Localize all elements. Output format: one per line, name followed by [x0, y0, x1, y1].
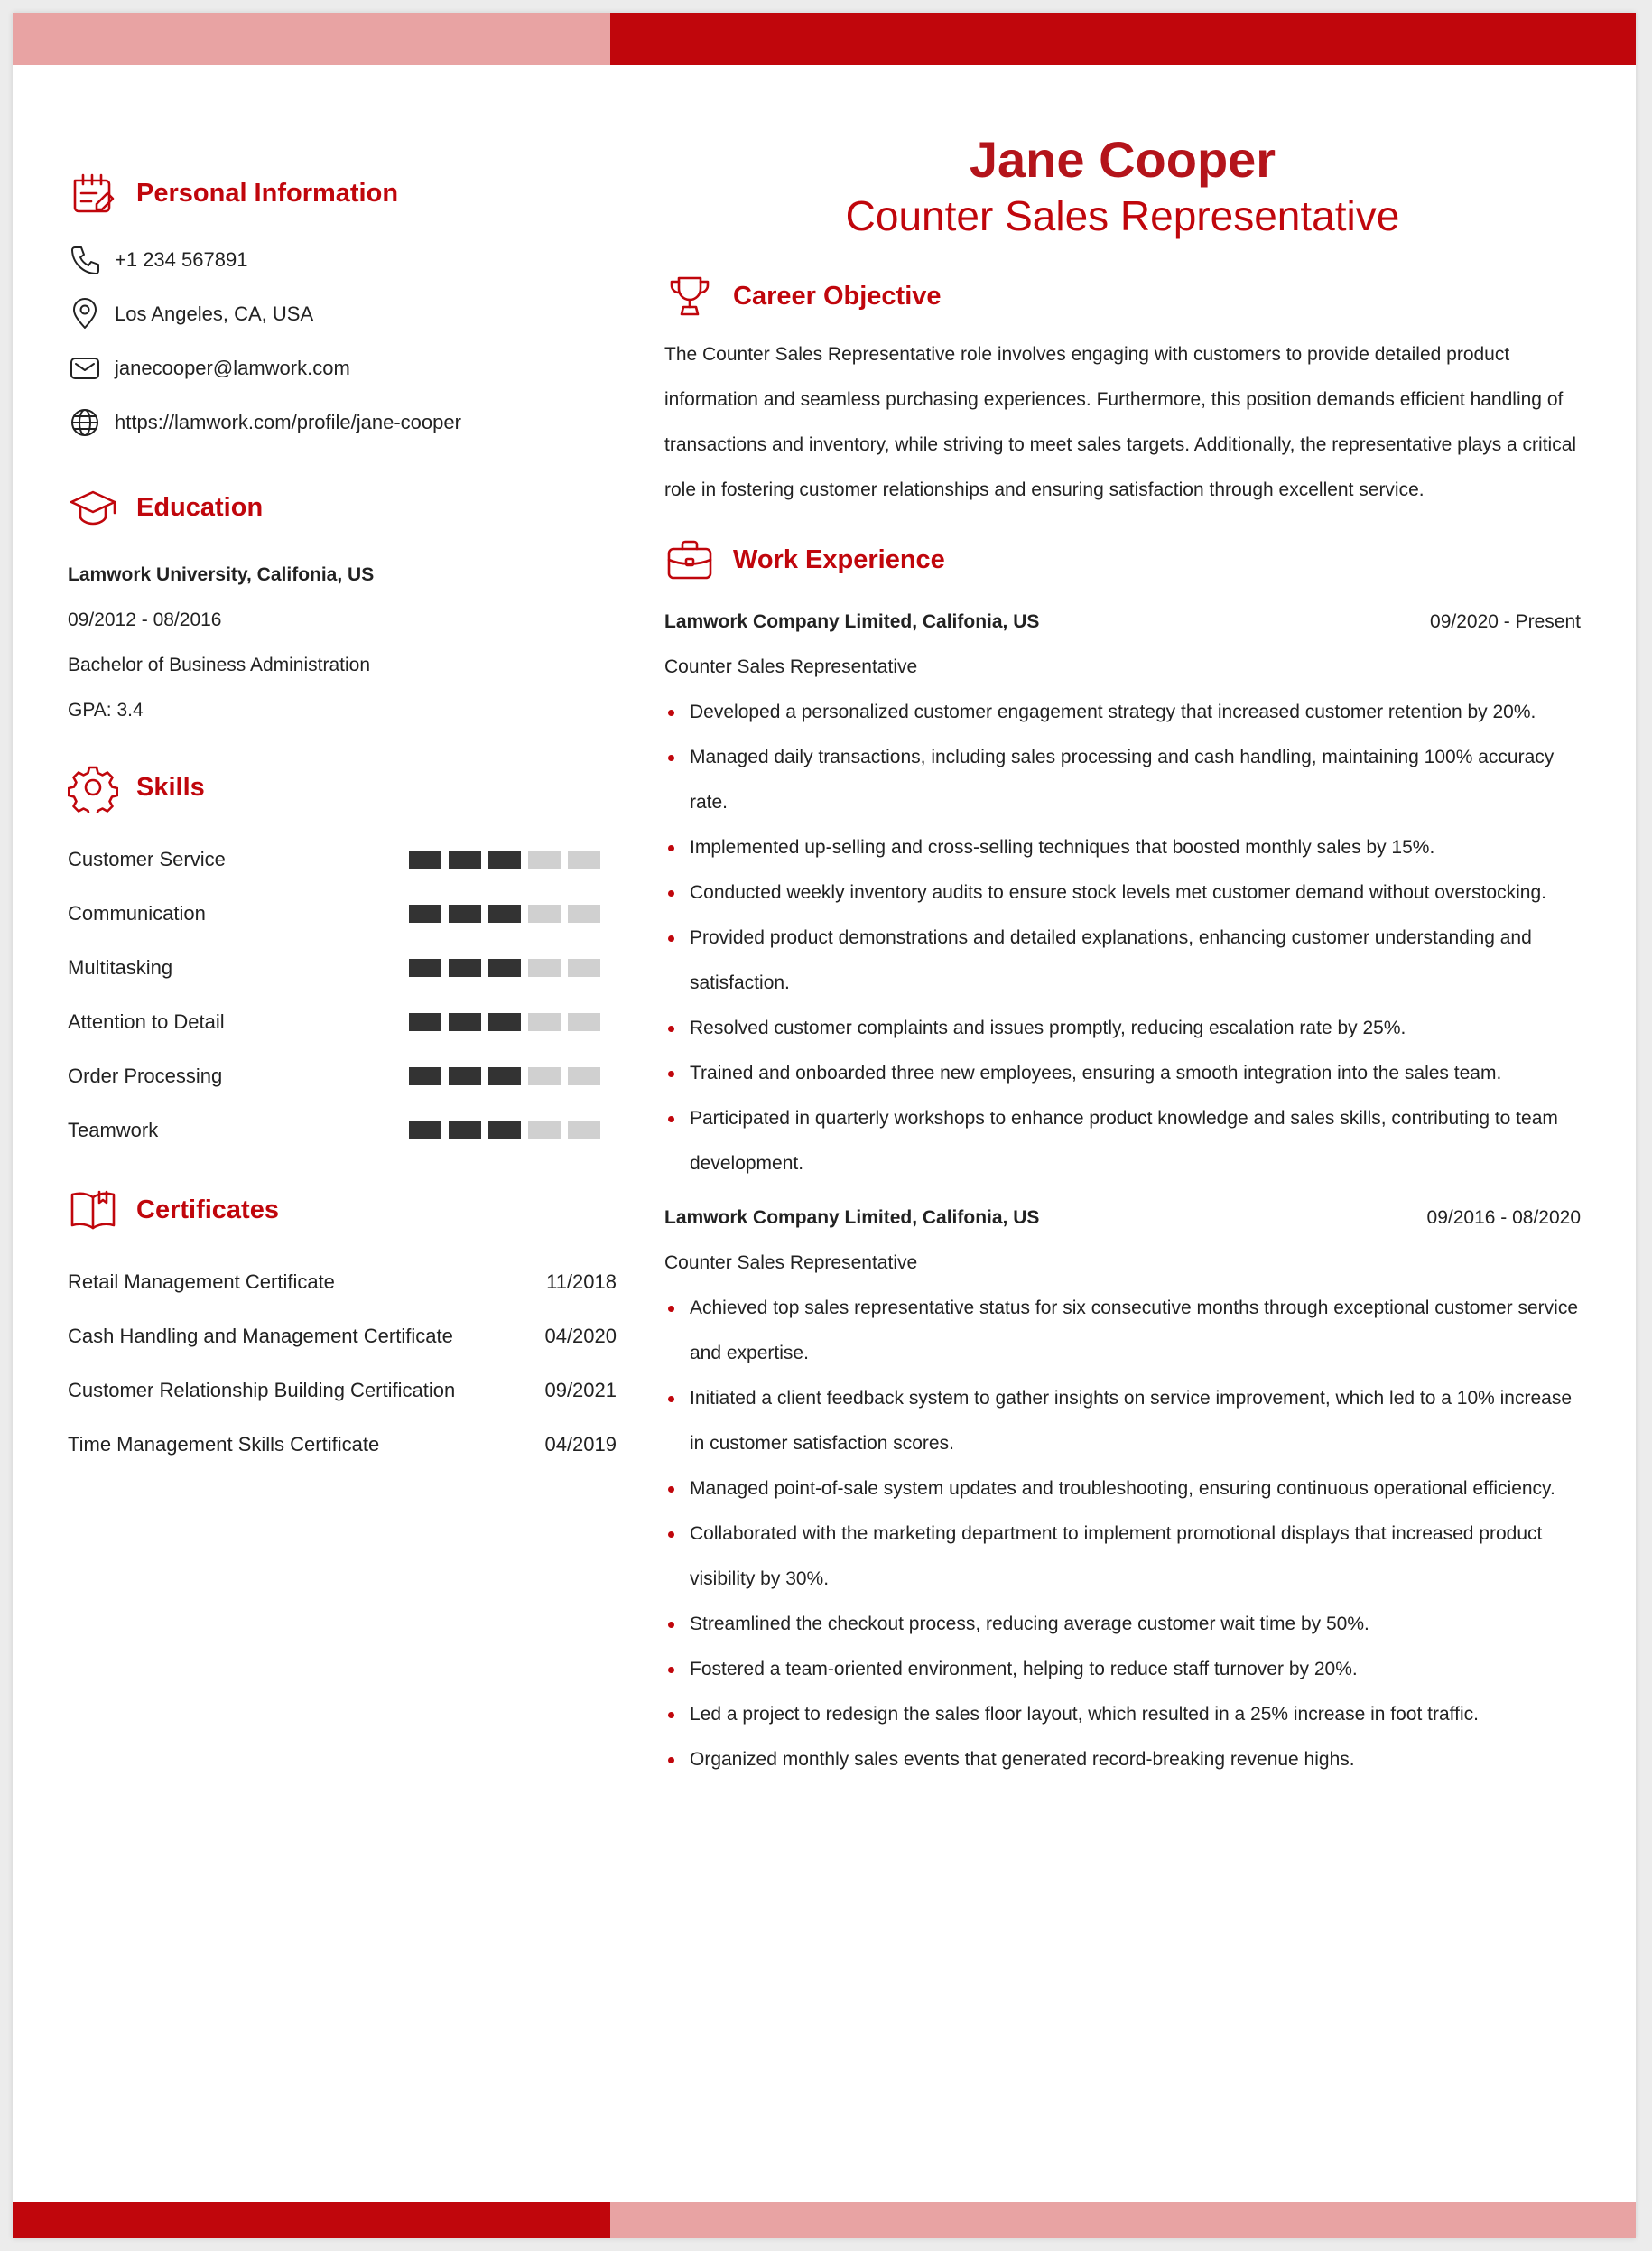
job-header [664, 1195, 1581, 1241]
job-bullet: Led a project to redesign the sales floor layout, which resulted in a 25% increase in foot traffic. [664, 1692, 1581, 1737]
phone-text: +1 234 567891 [115, 248, 248, 271]
job-bullet: Managed daily transactions, including sales processing and cash handling, maintaining 100% accuracy rate. [664, 735, 1581, 825]
skill-level-filled [449, 1121, 481, 1139]
experience-title: Work Experience [733, 544, 945, 574]
skills-header [68, 760, 617, 814]
graduation-cap-icon [68, 482, 118, 533]
skill-level-empty [528, 1067, 561, 1085]
job-bullet: Developed a personalized customer engagement strategy that increased customer retention by 20%. [664, 690, 1581, 735]
skill-level-filled [449, 905, 481, 923]
objective-title: Career Objective [733, 281, 942, 311]
job-bullet: Conducted weekly inventory audits to ensure stock levels met customer demand without overstocking. [664, 870, 1581, 916]
skill-level-meter [409, 1121, 608, 1139]
job-entry [664, 600, 1581, 1186]
personal-info-header [68, 166, 617, 220]
skill-level-filled [488, 1013, 521, 1031]
skill-level-empty [528, 1013, 561, 1031]
candidate-title: Counter Sales Representative [845, 192, 1400, 239]
skill-level-meter [409, 851, 608, 869]
certificate-date: 11/2018 [546, 1270, 617, 1293]
skills-list [68, 832, 617, 1158]
skill-level-meter [409, 905, 608, 923]
skill-name: Multitasking [68, 956, 173, 979]
experience-header [664, 533, 1581, 587]
location-pin-icon [68, 297, 102, 331]
candidate-name: Jane Cooper [969, 131, 1276, 188]
certificate-date: 04/2019 [544, 1433, 617, 1456]
skill-row [68, 887, 617, 941]
resume-page [13, 13, 1636, 2238]
skill-level-meter [409, 1013, 608, 1031]
certificate-row [68, 1309, 617, 1363]
skill-level-empty [528, 959, 561, 977]
contact-website [68, 395, 617, 450]
skill-level-filled [409, 1121, 441, 1139]
top-accent-bar-dark [610, 13, 1636, 65]
skill-name: Teamwork [68, 1119, 159, 1141]
skill-level-filled [449, 851, 481, 869]
job-bullet: Achieved top sales representative status for six consecutive months through exceptional customer service and expertise. [664, 1286, 1581, 1376]
certificate-name: Customer Relationship Building Certification [68, 1379, 456, 1401]
book-icon [68, 1185, 118, 1235]
skill-name: Order Processing [68, 1065, 223, 1087]
job-bullet: Managed point-of-sale system updates and troubleshooting, ensuring continuous operational efficiency. [664, 1466, 1581, 1512]
certificates-title: Certificates [136, 1195, 279, 1224]
education-school: Lamwork University, Califonia, US [68, 564, 375, 585]
education-header [68, 480, 617, 535]
phone-icon [68, 243, 102, 277]
skill-level-empty [568, 1121, 600, 1139]
skill-level-filled [488, 851, 521, 869]
personal-info-title: Personal Information [136, 178, 399, 208]
education-degree: Bachelor of Business Administration [68, 655, 371, 675]
skill-level-filled [488, 1067, 521, 1085]
job-dates: 09/2016 - 08/2020 [1426, 1207, 1581, 1228]
skill-level-filled [488, 959, 521, 977]
skill-name: Customer Service [68, 848, 226, 870]
skill-level-empty [568, 1067, 600, 1085]
education-gpa: GPA: 3.4 [68, 700, 144, 721]
certificate-name: Cash Handling and Management Certificate [68, 1325, 453, 1347]
trophy-icon [664, 271, 715, 321]
job-bullet: Collaborated with the marketing department to implement promotional displays that increased product visibility by 30%. [664, 1512, 1581, 1602]
objective-header [664, 269, 1581, 323]
skill-level-filled [449, 959, 481, 977]
website-text: https://lamwork.com/profile/jane-cooper [115, 411, 461, 433]
skill-row [68, 1103, 617, 1158]
certificates-list [68, 1255, 617, 1472]
skill-level-filled [409, 905, 441, 923]
contact-phone [68, 233, 617, 287]
gear-icon [68, 762, 118, 813]
education-dates: 09/2012 - 08/2016 [68, 609, 222, 630]
skill-level-filled [449, 1013, 481, 1031]
globe-icon [68, 405, 102, 440]
bottom-accent-bar-light [610, 2202, 1636, 2238]
job-company: Lamwork Company Limited, Califonia, US [664, 1207, 1040, 1228]
skill-level-empty [528, 851, 561, 869]
skill-level-empty [568, 1013, 600, 1031]
bottom-accent-bar-dark [13, 2202, 610, 2238]
contact-email [68, 341, 617, 395]
job-bullet: Provided product demonstrations and detailed explanations, enhancing customer understanding and satisfaction. [664, 916, 1581, 1006]
skills-title: Skills [136, 772, 205, 802]
skill-level-empty [568, 959, 600, 977]
job-bullet: Trained and onboarded three new employees, ensuring a smooth integration into the sales team. [664, 1051, 1581, 1096]
job-bullets [664, 1286, 1581, 1782]
left-column [68, 166, 617, 1472]
objective-text: The Counter Sales Representative role involves engaging with customers to provide detailed product information and seamless purchasing experiences. Furthermore, this position demands efficient handling of transactions and inventory, while striving to meet sales targets. Additionally, the representative plays a critical role in fostering customer relationships and ensuring satisfaction through excellent service. [664, 344, 1577, 500]
skill-level-empty [528, 905, 561, 923]
certificate-row [68, 1418, 617, 1472]
certificate-date: 04/2020 [544, 1325, 617, 1347]
certificate-row [68, 1255, 617, 1309]
skill-level-filled [449, 1067, 481, 1085]
skill-row [68, 1049, 617, 1103]
job-header [664, 600, 1581, 645]
education-title: Education [136, 492, 264, 522]
skill-row [68, 941, 617, 995]
job-bullet: Participated in quarterly workshops to enhance product knowledge and sales skills, contributing to team development. [664, 1096, 1581, 1186]
skill-level-empty [528, 1121, 561, 1139]
skill-level-meter [409, 1067, 608, 1085]
certificate-name: Time Management Skills Certificate [68, 1433, 380, 1456]
contact-location [68, 287, 617, 341]
skill-level-filled [488, 1121, 521, 1139]
certificate-name: Retail Management Certificate [68, 1270, 335, 1293]
skill-row [68, 832, 617, 887]
job-bullet: Resolved customer complaints and issues promptly, reducing escalation rate by 25%. [664, 1006, 1581, 1051]
job-company: Lamwork Company Limited, Califonia, US [664, 611, 1040, 632]
job-bullets [664, 690, 1581, 1186]
job-bullet: Initiated a client feedback system to gather insights on service improvement, which led to a 10% increase in customer satisfaction scores. [664, 1376, 1581, 1466]
skill-level-filled [409, 1067, 441, 1085]
skill-level-filled [409, 959, 441, 977]
certificates-header [68, 1183, 617, 1237]
skill-name: Communication [68, 902, 206, 925]
mail-icon [68, 351, 102, 386]
certificate-row [68, 1363, 617, 1418]
skill-row [68, 995, 617, 1049]
job-role: Counter Sales Representative [664, 1252, 918, 1273]
top-accent-bar-light [13, 13, 610, 65]
location-text: Los Angeles, CA, USA [115, 302, 314, 325]
job-bullet: Organized monthly sales events that generated record-breaking revenue highs. [664, 1737, 1581, 1782]
right-column [664, 130, 1581, 1782]
briefcase-icon [664, 535, 715, 585]
job-dates: 09/2020 - Present [1430, 611, 1581, 632]
job-bullet: Streamlined the checkout process, reducing average customer wait time by 50%. [664, 1602, 1581, 1647]
certificate-date: 09/2021 [544, 1379, 617, 1401]
job-role: Counter Sales Representative [664, 656, 918, 677]
skill-name: Attention to Detail [68, 1010, 225, 1033]
email-text: janecooper@lamwork.com [115, 357, 350, 379]
skill-level-filled [488, 905, 521, 923]
jobs-list [664, 600, 1581, 1782]
job-bullet: Fostered a team-oriented environment, helping to reduce staff turnover by 20%. [664, 1647, 1581, 1692]
skill-level-empty [568, 905, 600, 923]
job-entry [664, 1186, 1581, 1782]
skill-level-meter [409, 959, 608, 977]
skill-level-empty [568, 851, 600, 869]
skill-level-filled [409, 1013, 441, 1031]
job-bullet: Implemented up-selling and cross-selling techniques that boosted monthly sales by 15%. [664, 825, 1581, 870]
calendar-edit-icon [68, 168, 118, 219]
skill-level-filled [409, 851, 441, 869]
